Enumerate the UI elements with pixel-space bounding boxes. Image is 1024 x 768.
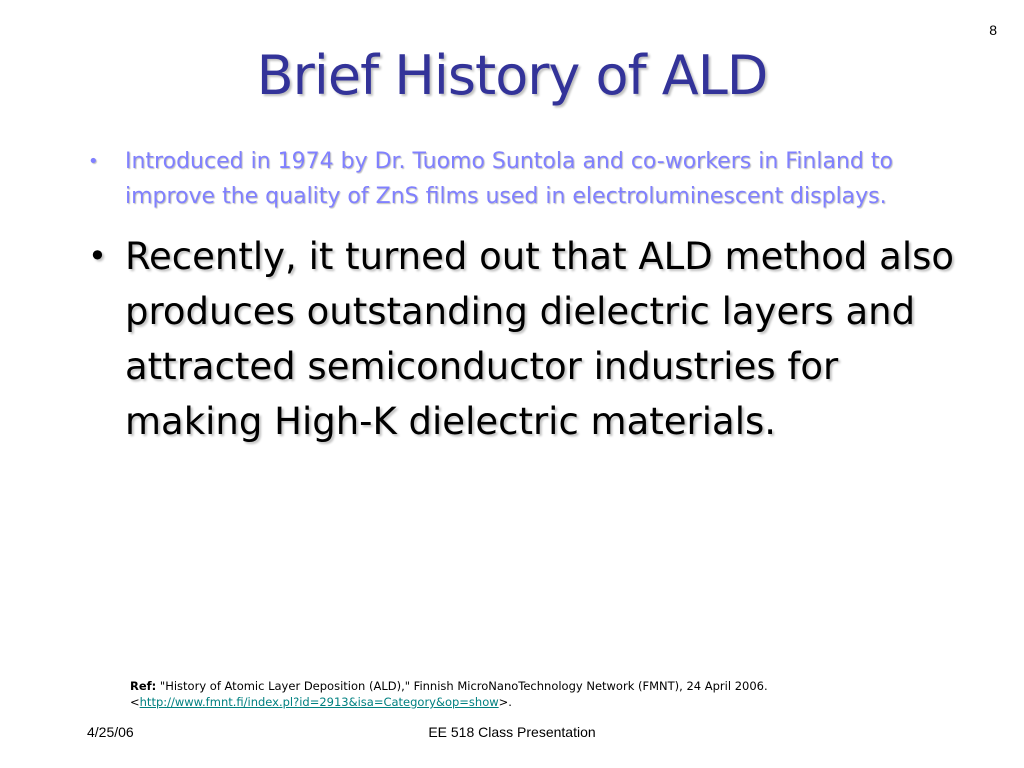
footer-date: 4/25/06: [87, 724, 134, 740]
reference-link-open: <: [130, 695, 140, 709]
bullet-dot-icon: •: [88, 237, 107, 275]
bullet-text: Recently, it turned out that ALD method also produces outstanding dielectric layers and attracted semiconductor industries for making High-K dielectric materials.: [125, 235, 955, 443]
bullet-dot-icon: •: [88, 151, 99, 172]
reference-citation: "History of Atomic Layer Deposition (ALD)," Finnish MicroNanoTechnology Network (FMNT), 24 April 2006.: [159, 679, 768, 693]
reference-link-close: >.: [498, 695, 512, 709]
bullet-item: [88, 229, 968, 449]
bullet-list: [88, 144, 968, 449]
reference-link[interactable]: http://www.fmnt.fi/index.pl?id=2913&isa=Category&op=show: [139, 695, 499, 709]
footer-title: EE 518 Class Presentation: [428, 724, 596, 740]
reference: [130, 678, 890, 710]
bullet-text: Introduced in 1974 by Dr. Tuomo Suntola and co-workers in Finland to improve the quality of ZnS films used in electroluminescent displays.: [125, 149, 893, 209]
bullet-item: [88, 144, 968, 214]
reference-label: Ref:: [130, 679, 157, 693]
slide-number: 8: [989, 22, 997, 38]
slide-title: Brief History of ALD: [256, 44, 768, 107]
